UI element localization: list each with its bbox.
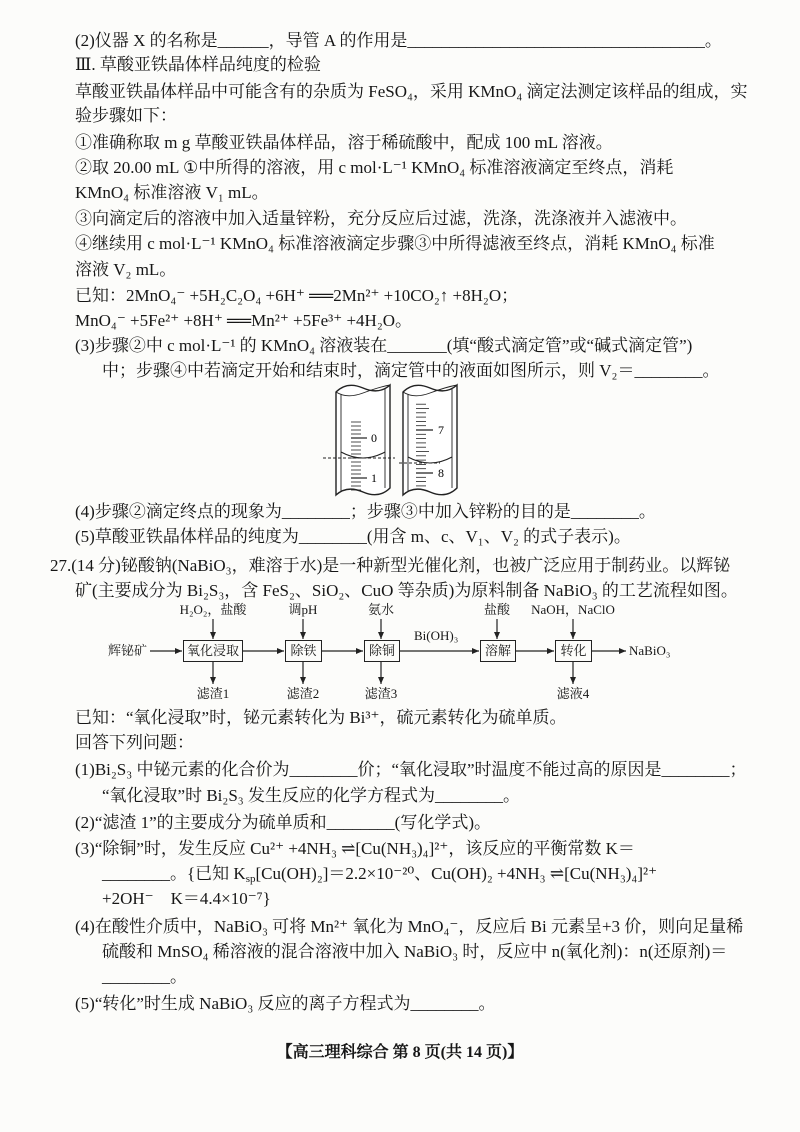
burette-figure <box>315 380 475 502</box>
process-box-conversion: 转化 <box>555 640 592 662</box>
q27-prompt: 回答下列问题： <box>75 733 194 752</box>
q27-intro-line: 27.(14 分)铋酸钠(NaBiO₃，难溶于水)是一种新型光催化剂，也被广泛应用于制药业。以辉铋 <box>50 556 731 575</box>
scale-label: 0 <box>371 431 377 445</box>
q27-intro-line: 矿(主要成分为 Bi₂S₃，含 FeS₂、SiO₂、CuO 等杂质)为原料制备 NaBiO₃ 的工艺流程如图。 <box>75 581 738 600</box>
reagent-label: 盐酸 <box>483 602 511 617</box>
step-1: ①准确称取 m g 草酸亚铁晶体样品，溶于稀硫酸中，配成 100 mL 溶液。 <box>75 133 613 152</box>
q26-sub4-text: (4)步骤②滴定终点的现象为________；步骤③中加入锌粉的目的是________。 <box>75 502 656 521</box>
q26-sub5-text: (5)草酸亚铁晶体样品的纯度为________(用含 m、c、V₁、V₂ 的式子表示)。 <box>75 527 631 546</box>
q26-sub3-text: (3)步骤②中 c mol·L⁻¹ 的 KMnO₄ 溶液装在_______(填“酸式滴定管”或“碱式滴定管”) <box>75 336 693 355</box>
q27-sub5-text: (5)“转化”时生成 NaBiO₃ 反应的离子方程式为________。 <box>75 994 496 1013</box>
q27-sub1-text: (1)Bi₂S₃ 中铋元素的化合价为________价；“氧化浸取”时温度不能过高的原因是________； <box>75 760 747 779</box>
step-3: ③向滴定后的溶液中加入适量锌粉，充分反应后过滤，洗涤，洗涤液并入滤液中。 <box>75 209 687 228</box>
scale-label: 1 <box>371 471 377 485</box>
process-box-copper-removal: 除铜 <box>364 640 400 662</box>
residue-label: 滤渣2 <box>286 686 320 701</box>
page-footer: 【高三理科综合 第 8 页(共 14 页)】 <box>276 1044 524 1061</box>
step-2: ②取 20.00 mL ①中所得的溶液，用 c mol·L⁻¹ KMnO₄ 标准溶液滴定至终点，消耗 <box>75 158 674 177</box>
burette-right <box>399 385 457 495</box>
q27-sub4-cont: ________。 <box>102 967 187 986</box>
text-segment: ________。{已知 K <box>102 864 246 883</box>
q27-sub3-cont: +2OH⁻ K＝4.4×10⁻⁷} <box>102 889 271 908</box>
burette-body <box>403 385 457 495</box>
q27-sub3-text: (3)“除铜”时，发生反应 Cu²⁺ +4NH₃ ⇌[Cu(NH₃)₄]²⁺，该反应的平衡常数 K＝ <box>75 839 635 858</box>
known-equation: 已知：2MnO₄⁻ +5H₂C₂O₄ +6H⁺ ══2Mn²⁺ +10CO₂↑ +8H₂O； <box>75 286 519 305</box>
q27-sub1-cont: “氧化浸取”时 Bi₂S₃ 发生反应的化学方程式为________。 <box>102 786 520 805</box>
section-title: Ⅲ. 草酸亚铁晶体样品纯度的检验 <box>75 55 321 74</box>
scale-label: 7 <box>438 423 444 437</box>
q26-intro-line: 草酸亚铁晶体样品中可能含有的杂质为 FeSO₄，采用 KMnO₄ 滴定法测定该样品的组成，实 <box>75 82 748 101</box>
scale-label: 8 <box>438 466 444 480</box>
process-box-oxidative-leaching: 氧化浸取 <box>183 640 243 662</box>
step-4: ④继续用 c mol·L⁻¹ KMnO₄ 标准溶液滴定步骤③中所得滤液至终点，消耗 KMnO₄ 标准 <box>75 234 715 253</box>
product-label: NaBiO₃ <box>629 643 671 658</box>
intermediate-label: Bi(OH)₃ <box>414 628 459 643</box>
burette-left <box>323 385 395 495</box>
residue-label: 滤渣1 <box>196 686 230 701</box>
known-equation: MnO₄⁻ +5Fe²⁺ +8H⁺ ══Mn²⁺ +5Fe³⁺ +4H₂O。 <box>75 311 413 330</box>
reagent-label: NaOH，NaClO <box>531 602 615 617</box>
q27-sub3-cont <box>102 862 657 886</box>
q26-intro-line: 验步骤如下： <box>75 106 177 125</box>
q27-sub4-cont: 硫酸和 MnSO₄ 稀溶液的混合溶液中加入 NaBiO₃ 时，反应中 n(氧化剂)：n(还原剂)＝ <box>102 942 728 961</box>
step-4-cont: 溶液 V₂ mL。 <box>75 260 177 279</box>
text-segment: [Cu(OH)₂]＝2.2×10⁻²⁰、Cu(OH)₂ +4NH₃ ⇌[Cu(NH₃)₄]²⁺ <box>255 864 658 883</box>
reagent-label: 氨水 <box>367 602 395 617</box>
subscript-segment: sp <box>245 873 256 885</box>
process-box-iron-removal: 除铁 <box>285 640 322 662</box>
residue-label: 滤液4 <box>556 686 590 701</box>
step-2-cont: KMnO₄ 标准溶液 V₁ mL。 <box>75 183 269 202</box>
q26-sub2-text: (2)仪器 X 的名称是______，导管 A 的作用是___________________________________。 <box>75 31 722 50</box>
q27-sub4-text: (4)在酸性介质中，NaBiO₃ 可将 Mn²⁺ 氧化为 MnO₄⁻，反应后 Bi 元素呈+3 价，则向足量稀 <box>75 917 744 936</box>
reagent-label: 调pH <box>288 602 318 617</box>
q26-sub3-cont: 中；步骤④中若滴定开始和结束时，滴定管中的液面如图所示，则 V₂＝________。 <box>102 361 720 380</box>
q27-known: 已知：“氧化浸取”时，铋元素转化为 Bi³⁺，硫元素转化为硫单质。 <box>75 708 567 727</box>
process-box-dissolution: 溶解 <box>480 640 516 662</box>
reagent-label: H₂O₂，盐酸 <box>179 602 247 617</box>
q27-sub2-text: (2)“滤渣 1”的主要成分为硫单质和________(写化学式)。 <box>75 813 491 832</box>
residue-label: 滤渣3 <box>364 686 398 701</box>
raw-material-label: 辉铋矿 <box>108 643 148 658</box>
